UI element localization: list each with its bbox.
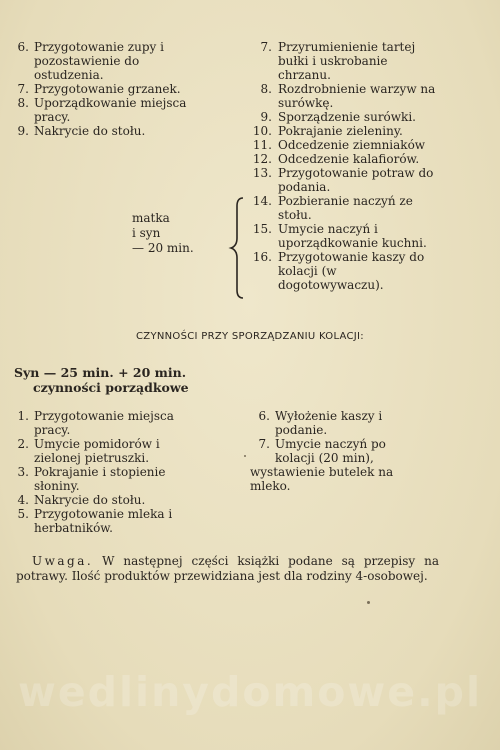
note-text: W następnej części książki podane są przepisy na potrawy. Ilość produktów przewidziana jest dla rodziny 4-osobowej. <box>16 554 439 583</box>
item-text: Nakrycie do stołu. <box>34 493 146 507</box>
list-bottom-right <box>250 409 420 493</box>
item-text: Przygotowanie grzanek. <box>34 82 181 96</box>
item-text: Pokrajanie i stopienie słoniny. <box>34 465 166 493</box>
list-item <box>250 152 442 166</box>
item-text: Pokrajanie zieleniny. <box>278 124 403 138</box>
list-item <box>250 82 442 110</box>
item-text: Pozbieranie naczyń ze stołu. <box>278 194 413 222</box>
item-number: 7. <box>17 82 29 96</box>
item-number: 13. <box>252 166 272 180</box>
syn-subtitle: czynności porządkowe <box>33 380 189 395</box>
list-item <box>9 409 204 437</box>
item-text: Przyrumienienie tartej bułki i uskrobanie chrzanu. <box>278 40 416 82</box>
item-text: Umycie naczyń po kolacji (20 min), <box>275 437 386 465</box>
item-text: Sporządzenie surówki. <box>278 110 416 124</box>
list-item <box>250 194 442 222</box>
curly-brace-icon <box>228 196 248 300</box>
item-number: 3. <box>17 465 29 479</box>
section-heading: CZYNNOŚCI PRZY SPORZĄDZANIU KOLACJI: <box>136 331 364 342</box>
list-item <box>250 409 420 437</box>
item-text: Przygotowanie kaszy do kolacji (w dogotowywaczu). <box>278 250 425 292</box>
item-text: Umycie naczyń i uporządkowanie kuchni. <box>278 222 427 250</box>
assignment-label <box>132 211 212 256</box>
item-number: 6. <box>17 40 29 54</box>
list-item <box>9 82 207 96</box>
item-text: Odcedzenie ziemniaków <box>278 138 426 152</box>
item-number: 10. <box>252 124 272 138</box>
list-top-left <box>9 40 207 138</box>
item-number: 1. <box>17 409 29 423</box>
list-item <box>9 465 204 493</box>
note-label: Uwaga. <box>32 554 94 568</box>
item-text: Rozdrobnienie warzyw na surówkę. <box>278 82 436 110</box>
item-text: Przygotowanie mleka i herbatników. <box>34 507 173 535</box>
list-top-right <box>250 40 442 292</box>
item-text: Przygotowanie miejsca pracy. <box>34 409 174 437</box>
ink-speck <box>244 455 246 457</box>
list-item <box>250 166 442 194</box>
item-number: 5. <box>17 507 29 521</box>
aside-line: i syn <box>132 226 161 240</box>
item-text: wystawienie butelek na mleko. <box>250 465 394 493</box>
item-number: 11. <box>252 138 272 152</box>
list-item <box>9 493 204 507</box>
item-text: Przygotowanie potraw do podania. <box>278 166 434 194</box>
ink-speck <box>367 601 370 604</box>
item-number: 14. <box>252 194 272 208</box>
list-item <box>250 110 442 124</box>
aside-line: matka <box>132 211 170 225</box>
list-item <box>250 124 442 138</box>
item-number: 12. <box>252 152 272 166</box>
list-bottom-left <box>9 409 204 535</box>
list-item <box>9 40 207 82</box>
item-text: Odcedzenie kalafiorów. <box>278 152 420 166</box>
item-text: Wyłożenie kaszy i podanie. <box>275 409 383 437</box>
note-paragraph <box>16 554 439 584</box>
list-item <box>9 124 207 138</box>
item-number: 7. <box>258 437 270 451</box>
list-item <box>9 507 204 535</box>
item-number: 8. <box>17 96 29 110</box>
aside-line: — 20 min. <box>132 241 194 255</box>
item-text: Przygotowanie zupy i pozostawienie do ostudzenia. <box>34 40 164 82</box>
list-continuation <box>250 465 420 493</box>
list-item <box>9 437 204 465</box>
item-number: 9. <box>260 110 272 124</box>
list-item <box>250 222 442 250</box>
watermark-logo: wedlinydomowe.pl <box>17 668 483 716</box>
list-item <box>250 40 442 82</box>
item-text: Umycie pomidorów i zielonej pietruszki. <box>34 437 160 465</box>
item-number: 2. <box>17 437 29 451</box>
list-item <box>250 138 442 152</box>
item-number: 15. <box>252 222 272 236</box>
list-item <box>9 96 207 124</box>
syn-time-line: Syn — 25 min. + 20 min. <box>14 365 187 380</box>
item-number: 4. <box>17 493 29 507</box>
item-number: 16. <box>252 250 272 264</box>
item-number: 7. <box>260 40 272 54</box>
list-item <box>250 250 442 292</box>
item-text: Nakrycie do stołu. <box>34 124 146 138</box>
list-item <box>250 437 420 465</box>
item-number: 9. <box>17 124 29 138</box>
item-number: 8. <box>260 82 272 96</box>
item-number: 6. <box>258 409 270 423</box>
item-text: Uporządkowanie miejsca pracy. <box>34 96 187 124</box>
